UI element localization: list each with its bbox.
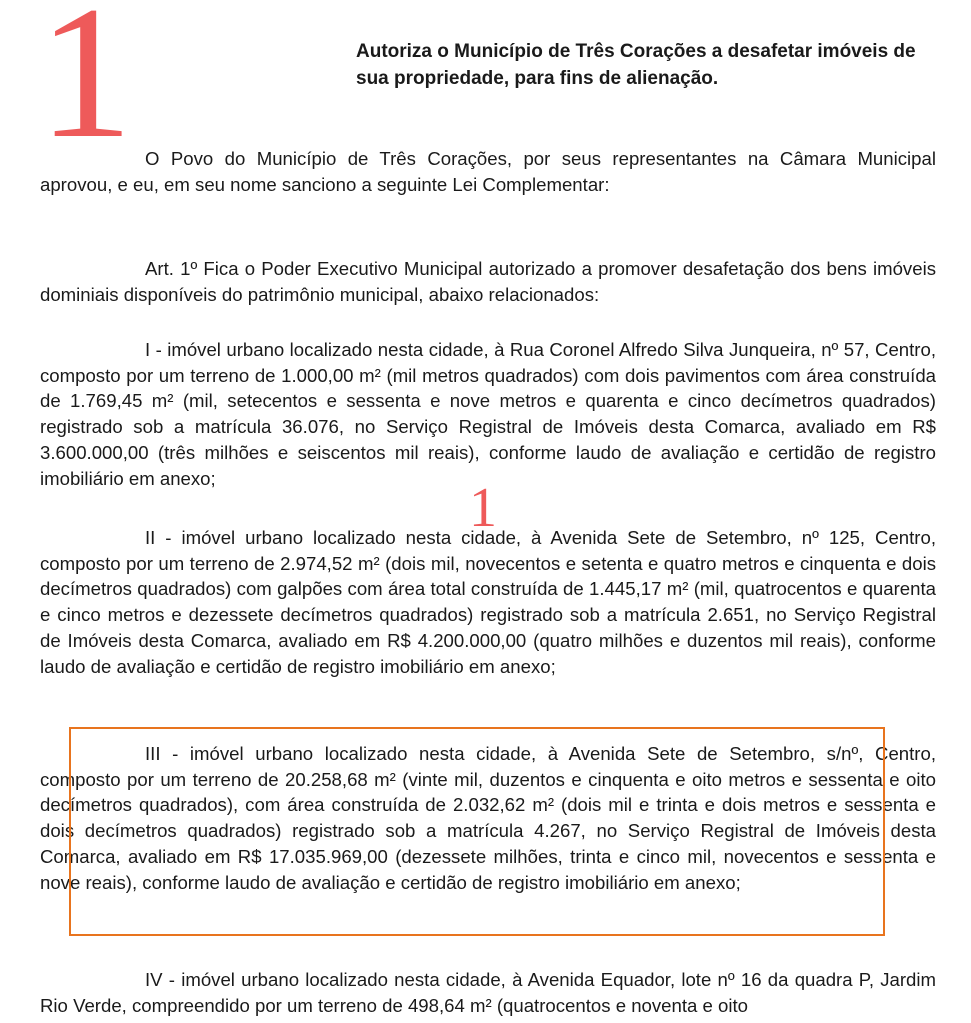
article-1: Art. 1º Fica o Poder Executivo Municipal autorizado a promover desafetação dos bens imóveis dominiais disponíveis do patrimônio municipal, abaixo relacionados: xyxy=(40,258,936,305)
handwritten-number-one: 1 xyxy=(38,0,133,178)
item-iii: III - imóvel urbano localizado nesta cidade, à Avenida Sete de Setembro, s/nº, Centro, composto por um terreno de 20.258,68 m² (vinte mil, duzentos e cinquenta e oito metros e sessenta e oito decímetros quadrados), com área construída de 2.032,62 m² (dois mil e trinta e dois metros e sessenta e dois decímetros quadrados) registrado sob a matrícula 4.267, no Serviço Registral de Imóveis desta Comarca, avaliado em R$ 17.035.969,00 (dezessete milhões, trinta e cinco mil, novecentos e sessenta e nove reais), conforme laudo de avaliação e certidão de registro imobiliário em anexo; xyxy=(40,743,936,893)
highlight-box xyxy=(69,727,885,936)
item-i: I - imóvel urbano localizado nesta cidade, à Rua Coronel Alfredo Silva Junqueira, nº 57, Centro, composto por um terreno de 1.000,00 m² (mil metros quadrados) com dois pavimentos com área construída de 1.769,45 m² (mil, setecentos e sessenta e nove metros e quarenta e cinco decímetros quadrados) registrado sob a matrícula 36.076, no Serviço Registral de Imóveis desta Comarca, avaliado em R$ 3.600.000,00 (três milhões e seiscentos mil reais), conforme laudo de avaliação e certidão de registro imobiliário em anexo; xyxy=(40,339,936,489)
law-title: Autoriza o Município de Três Corações a desafetar imóveis de sua propriedade, para fins de alienação. xyxy=(356,41,916,89)
item-iv: IV - imóvel urbano localizado nesta cidade, à Avenida Equador, lote nº 16 da quadra P, Jardim Rio Verde, compreendido por um terreno de 498,64 m² (quatrocentos e noventa e oito xyxy=(40,969,936,1016)
annotation-number-one: 1 xyxy=(469,477,497,539)
item-ii: II - imóvel urbano localizado nesta cidade, à Avenida Sete de Setembro, nº 125, Centro, composto por um terreno de 2.974,52 m² (dois mil, novecentos e setenta e quatro metros e cinquenta e dois decímetros quadrados) com galpões com área total construída de 1.445,17 m² (mil, quatrocentos e quarenta e cinco metros e dezessete decímetros quadrados) registrado sob a matrícula 2.651, no Serviço Registral de Imóveis desta Comarca, avaliado em R$ 4.200.000,00 (quatro milhões e duzentos mil reais), conforme laudo de avaliação e certidão de registro imobiliário em anexo; xyxy=(40,527,936,677)
intro-paragraph: O Povo do Município de Três Corações, por seus representantes na Câmara Municipal aprovou, e eu, em seu nome sanciono a seguinte Lei Complementar: xyxy=(40,148,936,195)
